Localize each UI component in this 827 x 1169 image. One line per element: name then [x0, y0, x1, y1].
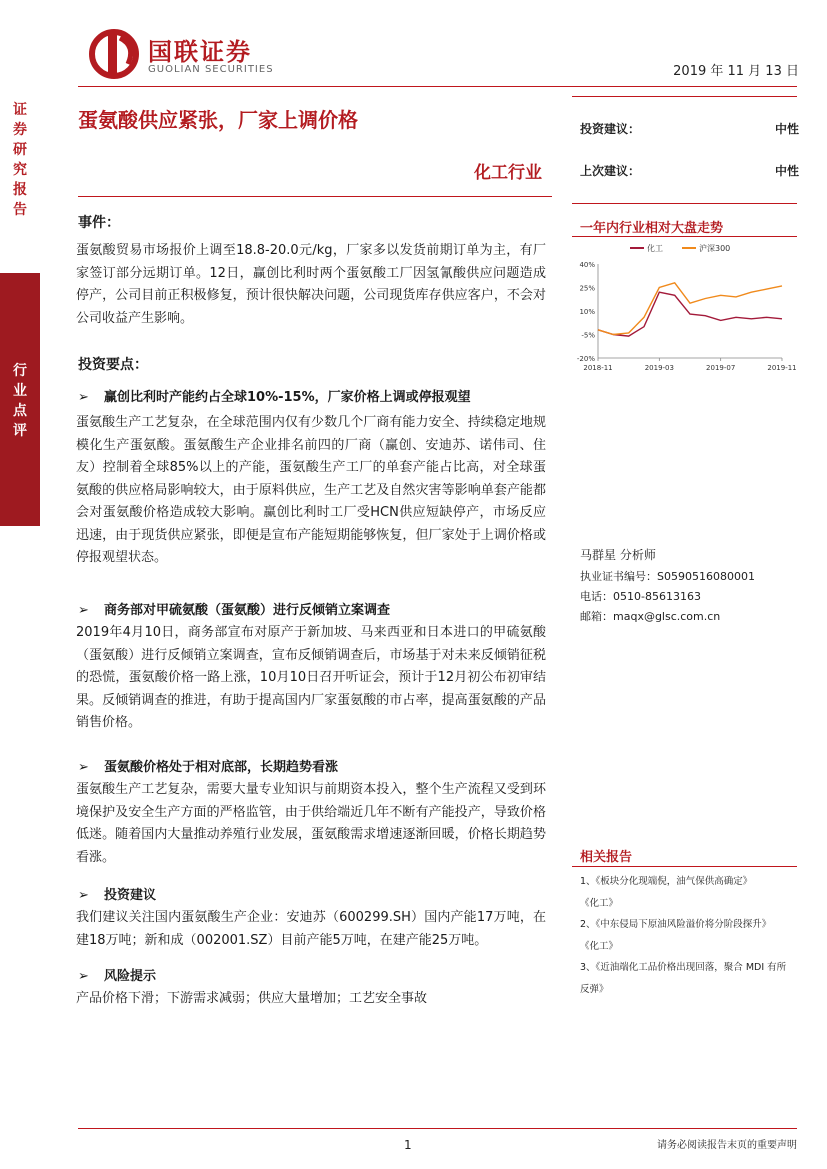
related-report-1-category: 《化工》	[580, 898, 619, 909]
analyst-phone: 电话：0510-85613163	[580, 590, 701, 603]
side-tab-report-type-label: 证券研究报告	[13, 102, 27, 218]
y-tick-label: -20%	[576, 355, 595, 363]
legend-label: 化工	[647, 244, 663, 253]
arrow-right-icon: ➢	[78, 603, 89, 618]
event-heading: 事件：	[78, 215, 120, 231]
page-number: 1	[404, 1138, 412, 1152]
title-divider	[78, 196, 552, 197]
logo-text-en: GUOLIAN SECURITIES	[148, 64, 274, 75]
rating-bottom-divider	[572, 203, 797, 204]
x-tick-label: 2019-07	[706, 364, 736, 372]
arrow-right-icon: ➢	[78, 390, 89, 405]
report-date: 2019 年 11 月 13 日	[673, 64, 799, 79]
y-tick-label: -5%	[581, 331, 595, 340]
x-tick-label: 2019-11	[767, 364, 797, 372]
related-report-2[interactable]: 2、《中东侵局下原油风险溢价将分阶段探升》	[580, 919, 772, 930]
y-tick-label: 25%	[579, 284, 595, 293]
rating-current-value: 中性	[775, 122, 800, 136]
series-line-chem	[598, 292, 782, 336]
arrow-right-icon: ➢	[78, 888, 89, 903]
rating-previous-label: 上次建议：	[580, 164, 641, 178]
point-3-title	[78, 756, 338, 775]
industry-label: 化工行业	[474, 163, 542, 183]
logo-text-cn: 国联证券	[148, 38, 252, 66]
side-tab-report-type	[0, 88, 40, 273]
point-1-title	[78, 386, 471, 405]
rating-current-label: 投资建议：	[580, 122, 641, 136]
series-line-hs300	[598, 283, 782, 335]
footer-divider	[78, 1128, 797, 1129]
legend-label: 沪深300	[699, 244, 731, 253]
related-reports-divider	[572, 866, 797, 867]
analyst-name: 马群星 分析师	[580, 548, 656, 562]
point-3-title-text: 蛋氨酸价格处于相对底部，长期趋势看涨	[104, 760, 339, 775]
point-4-title	[78, 884, 156, 903]
chart-title-divider	[572, 236, 797, 237]
x-tick-label: 2019-03	[644, 364, 674, 372]
arrow-right-icon: ➢	[78, 969, 89, 984]
relative-performance-chart	[572, 238, 797, 380]
disclaimer-note: 请务必阅读报告末页的重要声明	[657, 1140, 797, 1151]
rating-top-divider	[572, 96, 797, 97]
related-report-1[interactable]: 1、《板块分化现端倪，油气保供高确定》	[580, 876, 753, 887]
x-tick-label: 2018-11	[583, 364, 613, 372]
point-1-text: 蛋氨酸生产工艺复杂，在全球范围内仅有少数几个厂商有能力安全、持续稳定地规模化生产蛋氨酸。蛋氨酸生产企业排名前四的厂商（赢创、安迪苏、诺伟司、住友）控制着全球85%以上的产能，蛋氨酸生产工厂的单套产能占比高，对全球蛋氨酸的供应格局影响较大，由于原料供应，生产工艺及自然灾害等影响单套产能都会对蛋氨酸价格造成较大影响。赢创比利时工厂受HCN供应短缺停产，市场反应迅速，由于现货供应紧张，即便是宣布产能短期能够恢复，但厂家处于上调价格或停报观望状态。	[76, 415, 546, 565]
point-2-title	[78, 599, 390, 618]
chart-title: 一年内行业相对大盘走势	[580, 221, 724, 236]
side-tab-category-label: 行业点评	[13, 363, 27, 439]
arrow-right-icon: ➢	[78, 760, 89, 775]
point-2-title-text: 商务部对甲硫氨酸（蛋氨酸）进行反倾销立案调查	[104, 603, 391, 618]
header-divider	[78, 86, 797, 87]
side-tab-category	[0, 273, 40, 526]
related-report-3-cont: 反弹》	[580, 984, 609, 995]
related-report-3[interactable]: 3、《近油端化工品价格出现回落，聚合 MDI 有所	[580, 962, 787, 973]
point-5-text: 产品价格下滑；下游需求减弱；供应大量增加；工艺安全事故	[76, 991, 428, 1006]
point-5-title-text: 风险提示	[104, 969, 157, 984]
y-tick-label: 10%	[579, 308, 595, 316]
related-reports-heading: 相关报告	[580, 850, 633, 865]
event-text: 蛋氨酸贸易市场报价上调至18.8-20.0元/kg，厂家多以发货前期订单为主，有厂家签订部分远期订单。12日，赢创比利时两个蛋氨酸工厂因氢氰酸供应问题造成停产，公司目前正积极修复，预计很快解决问题，公司现货库存供应客户，不会对公司收益产生影响。	[76, 243, 546, 326]
y-tick-label: 40%	[579, 261, 595, 269]
point-3-text: 蛋氨酸生产工艺复杂，需要大量专业知识与前期资本投入，整个生产流程又受到环境保护及安全生产方面的严格监管，由于供给端近几年不断有产能投产，导致价格低迷。随着国内大量推动养殖行业发展，蛋氨酸需求增速逐渐回暖，价格长期趋势看涨。	[76, 782, 546, 865]
report-title: 蛋氨酸供应紧张，厂家上调价格	[78, 108, 358, 132]
analyst-email: 邮箱：maqx@glsc.com.cn	[580, 610, 721, 623]
analyst-license: 执业证书编号：S0590516080001	[580, 570, 755, 583]
point-5-title	[78, 965, 156, 984]
related-report-2-category: 《化工》	[580, 941, 619, 952]
point-2-text: 2019年4月10日，商务部宣布对原产于新加坡、马来西亚和日本进口的甲硫氨酸（蛋氨酸）进行反倾销立案调查，宣布反倾销调查后，市场基于对未来反倾销征税的恐慌，蛋氨酸价格一路上涨，10月10日召开听证会，预计于12月初公布初审结果。反倾销调查的推进，有助于提高国内厂家蛋氨酸的市占率，提高蛋氨酸的产品销售价格。	[76, 625, 546, 730]
rating-previous-value: 中性	[775, 164, 800, 178]
points-heading: 投资要点：	[78, 357, 148, 373]
point-4-title-text: 投资建议	[104, 888, 157, 903]
point-1-title-text: 赢创比利时产能约占全球10%-15%，厂家价格上调或停报观望	[104, 390, 471, 405]
point-4-text: 我们建议关注国内蛋氨酸生产企业：安迪苏（600299.SH）国内产能17万吨，在建18万吨；新和成（002001.SZ）目前产能5万吨，在建产能25万吨。	[76, 910, 546, 948]
